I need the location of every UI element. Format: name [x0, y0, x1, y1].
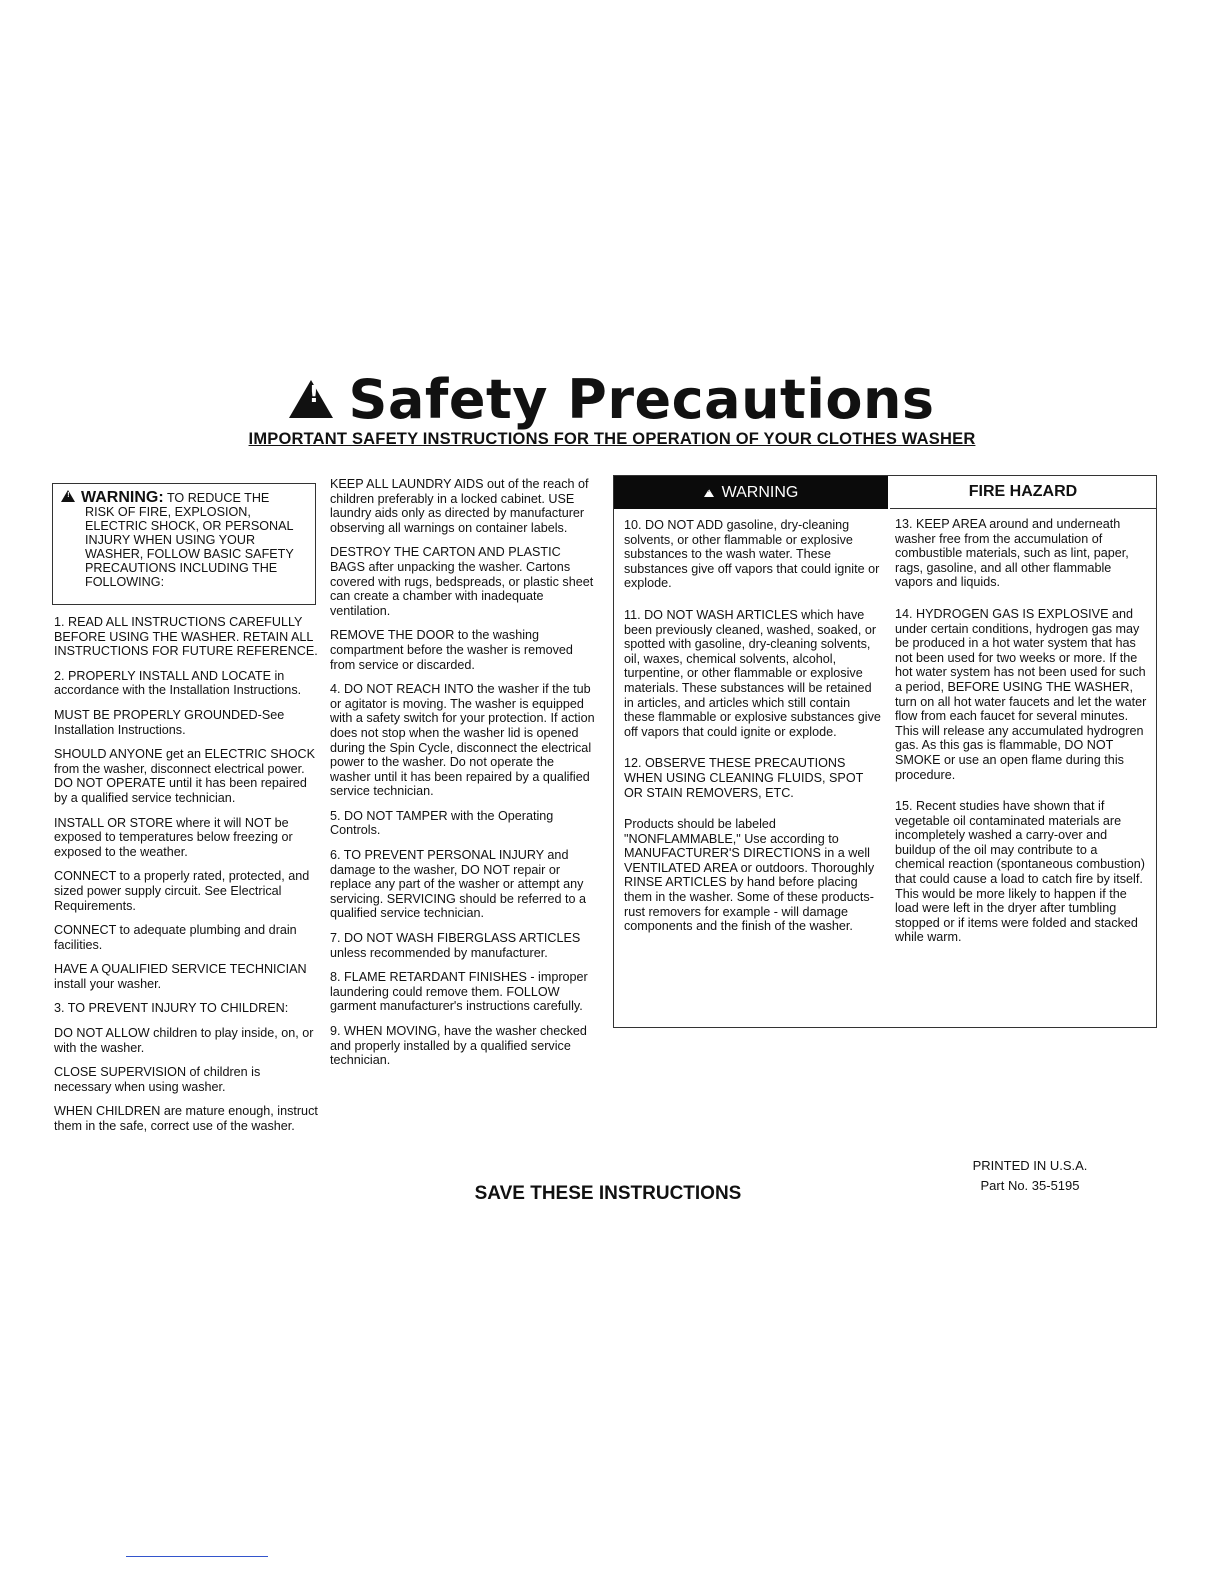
warning-header — [614, 476, 888, 509]
warning-header-label: WARNING — [721, 483, 799, 501]
column-1 — [54, 615, 318, 1144]
paragraph: WHEN CHILDREN are mature enough, instruct them in the safe, correct use of the washer. — [54, 1104, 318, 1134]
warning-triangle-icon — [289, 380, 333, 418]
column-3 — [624, 518, 882, 944]
warning-triangle-icon — [61, 490, 75, 502]
paragraph: Products should be labeled "NONFLAMMABLE," Use according to MANUFACTURER'S DIRECTIONS in a well VENTILATED AREA or outdoors. Thoroughly RINSE ARTICLES by hand before placing them in the washer. Some of these products-rust removers for example - will damage components and the finish of the washer. — [624, 817, 875, 934]
footer-rule — [126, 1556, 268, 1557]
paragraph: SHOULD ANYONE get an ELECTRIC SHOCK from the washer, disconnect electrical power. DO NOT OPERATE until it has been repaired by a qualified service technician. — [54, 747, 316, 805]
paragraph: CONNECT to a properly rated, protected, and sized power supply circuit. See Electrical Requirements. — [54, 869, 310, 913]
paragraph: 12. OBSERVE THESE PRECAUTIONS WHEN USING CLEANING FLUIDS, SPOT OR STAIN REMOVERS, ETC. — [624, 756, 864, 800]
paragraph: 6. TO PREVENT PERSONAL INJURY and damage to the washer, DO NOT repair or replace any part of the washer or attempt any servicing. SERVICING should be referred to a qualified service technician. — [330, 848, 586, 921]
warning-triangle-icon — [704, 489, 714, 497]
paragraph: 14. HYDROGEN GAS IS EXPLOSIVE and under certain conditions, hydrogen gas may be produced in a hot water system that has not been used for two weeks or more. If the hot water system has not been used for such a period, BEFORE USING THE WASHER, turn on all hot water faucets and let the water flow from each faucet for several minutes. This will release any accumulated hydrogren gas. As this gas is flammable, DO NOT SMOKE or use an open flame during this procedure. — [895, 606, 1147, 782]
paragraph: 1. READ ALL INSTRUCTIONS CAREFULLY BEFORE USING THE WASHER. RETAIN ALL INSTRUCTIONS FOR FUTURE REFERENCE. — [54, 615, 318, 659]
paragraph: REMOVE THE DOOR to the washing compartment before the washer is removed from service or discarded. — [330, 628, 573, 672]
paragraph: 2. PROPERLY INSTALL AND LOCATE in accordance with the Installation Instructions. — [54, 668, 302, 698]
paragraph: 4. DO NOT REACH INTO the washer if the tub or agitator is moving. The washer is equipped with a safety switch for your protection. If action does not stop when the washer lid is opened during the Spin Cycle, disconnect the electrical power to the washer. Do not operate the washer until it has been repaired by a qualified service technician. — [330, 682, 595, 799]
column-4 — [895, 517, 1150, 955]
paragraph: INSTALL OR STORE where it will NOT be exposed to temperatures below freezing or exposed to the weather. — [54, 815, 293, 859]
paragraph: 13. KEEP AREA around and underneath washer free from the accumulation of combustible materials, such as lint, paper, rags, gasoline, and all other flammable vapors and liquids. — [895, 517, 1129, 590]
print-info — [930, 1156, 1130, 1196]
paragraph: 8. FLAME RETARDANT FINISHES - improper laundering could remove them. FOLLOW garment manufacturer's instructions carefully. — [330, 970, 588, 1014]
page-subtitle: IMPORTANT SAFETY INSTRUCTIONS FOR THE OPERATION OF YOUR CLOTHES WASHER — [248, 430, 976, 448]
paragraph: CLOSE SUPERVISION of children is necessary when using washer. — [54, 1065, 261, 1094]
warning-text-first: TO REDUCE THE — [166, 491, 270, 505]
paragraph: 3. TO PREVENT INJURY TO CHILDREN: — [54, 1001, 289, 1016]
warning-box-heading — [61, 490, 307, 505]
save-instructions: SAVE THESE INSTRUCTIONS — [474, 1183, 742, 1204]
paragraph: CONNECT to adequate plumbing and drain facilities. — [54, 923, 297, 952]
fire-hazard-header: FIRE HAZARD — [890, 476, 1156, 509]
paragraph: MUST BE PROPERLY GROUNDED-See Installation Instructions. — [54, 707, 285, 737]
paragraph: 15. Recent studies have shown that if vegetable oil contaminated materials are incompletely washed a carry-over and buildup of the oil may contribute to a chemical reaction (spontaneous combustion) that could cause a load to catch fire by itself. This would be more likely to happen if the load were left in the dryer after tumbling stopped or if items were folded and stacked while warm. — [895, 799, 1145, 945]
paragraph: 5. DO NOT TAMPER with the Operating Controls. — [330, 808, 554, 838]
paragraph: 7. DO NOT WASH FIBERGLASS ARTICLES unless recommended by manufacturer. — [330, 931, 581, 960]
printed-in: PRINTED IN U.S.A. — [972, 1158, 1088, 1173]
paragraph: KEEP ALL LAUNDRY AIDS out of the reach of children preferably in a locked cabinet. USE laundry aids only as directed by manufacturer observing all warnings on container labels. — [330, 477, 589, 535]
paragraph: 10. DO NOT ADD gasoline, dry-cleaning solvents, or other flammable or explosive substances to the wash water. These substances give off vapors that could ignite or explode. — [624, 518, 880, 591]
part-number: Part No. 35-5195 — [980, 1178, 1080, 1193]
warning-box — [52, 483, 316, 605]
paragraph: HAVE A QUALIFIED SERVICE TECHNICIAN install your washer. — [54, 962, 307, 991]
warning-label: WARNING: — [81, 489, 164, 506]
column-2 — [330, 477, 598, 1078]
paragraph: 9. WHEN MOVING, have the washer checked and properly installed by a qualified service technician. — [330, 1024, 587, 1068]
paragraph: DESTROY THE CARTON AND PLASTIC BAGS after unpacking the washer. Cartons covered with rugs, bedspreads, or plastic sheet can create a chamber with inadequate ventilation. — [330, 545, 594, 618]
paragraph: 11. DO NOT WASH ARTICLES which have been previously cleaned, washed, soaked, or spotted with gasoline, dry-cleaning solvents, oil, waxes, chemical solvents, alcohol, turpentine, or other flammable or explosive materials. These substances will be retained in articles, and articles which still contain these flammable or explosive substances give off vapors that could ignite or explode. — [624, 607, 881, 739]
page-title — [0, 368, 1224, 432]
paragraph: DO NOT ALLOW children to play inside, on, or with the washer. — [54, 1026, 314, 1055]
page-title-text: Safety Precautions — [348, 368, 935, 431]
warning-text-rest: RISK OF FIRE, EXPLOSION, ELECTRIC SHOCK, OR PERSONAL INJURY WHEN USING YOUR WASHER, FOLLOW BASIC SAFETY PRECAUTIONS INCLUDING THE FOLLOWING: — [85, 505, 294, 589]
